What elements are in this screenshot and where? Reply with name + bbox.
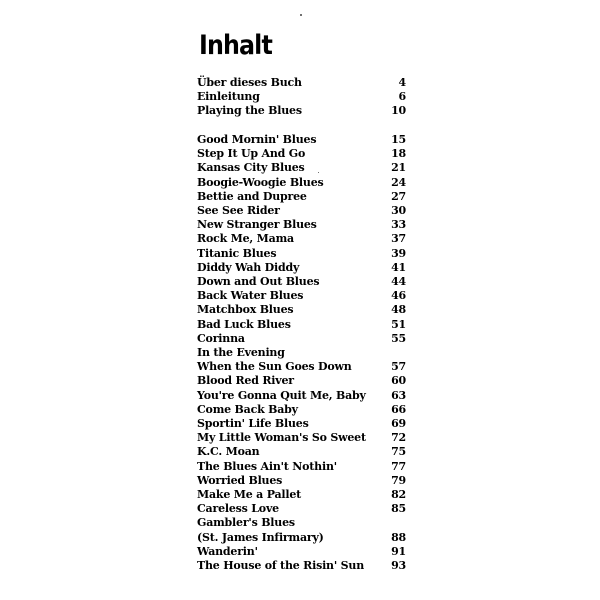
page-title: Inhalt: [199, 30, 272, 61]
toc-entry-title: New Stranger Blues: [197, 218, 317, 232]
toc-entry-title: Kansas City Blues: [197, 161, 305, 175]
toc-entry: [197, 275, 406, 289]
toc-entry-title: (St. James Infirmary): [197, 530, 324, 544]
toc-entry: [197, 232, 406, 246]
toc-entry-title: My Little Woman's So Sweet: [197, 431, 366, 445]
toc-entry: [197, 90, 406, 104]
toc-entry-title: Diddy Wah Diddy: [197, 260, 300, 274]
toc-entry-page: 21: [391, 161, 406, 175]
toc-entry-page: 55: [391, 331, 406, 345]
toc-entry: [197, 460, 406, 474]
toc-entry-page: 66: [391, 402, 406, 416]
toc-entry-page: 44: [391, 275, 406, 288]
toc-entry-page: 75: [391, 445, 406, 459]
toc-entry: [197, 303, 406, 317]
toc-entry-title: See See Rider: [197, 204, 280, 217]
toc-entry-page: 46: [391, 289, 406, 303]
toc-entry-page: 27: [391, 189, 406, 203]
toc-entry-page: 48: [391, 303, 406, 317]
toc-entry: [197, 332, 406, 346]
toc-entry: [197, 289, 406, 303]
toc-entry-page: 18: [391, 147, 406, 161]
toc-entry-title: Boogie-Woogie Blues: [197, 175, 324, 189]
toc-entry: [197, 531, 406, 545]
toc-entry: [197, 76, 406, 90]
toc-entry-title: Back Water Blues: [197, 289, 304, 303]
toc-entry-title: Titanic Blues: [197, 246, 277, 260]
toc-entry-page: 93: [391, 559, 406, 572]
toc-entry-title: Bettie and Dupree: [197, 189, 307, 203]
toc-entry-title: The Blues Ain't Nothin': [197, 459, 337, 473]
toc-entry: [197, 318, 406, 332]
toc-entry-title: Step It Up And Go: [197, 147, 306, 161]
toc-entry-title: Matchbox Blues: [197, 303, 294, 317]
toc-entry: [197, 374, 406, 388]
toc-entry: [197, 247, 406, 261]
toc-entry: [197, 176, 406, 190]
toc-entry: [197, 488, 406, 502]
toc-entry-page: 30: [391, 204, 406, 217]
toc-entry-page: 79: [391, 473, 406, 487]
toc-entry-page: 41: [391, 260, 406, 274]
toc-entry-page: 51: [391, 317, 406, 331]
toc-entry: [197, 346, 406, 360]
toc-entry: [197, 389, 406, 403]
toc-entry-title: Bad Luck Blues: [197, 317, 291, 331]
toc-entry: [197, 502, 406, 516]
toc-entry-title: Rock Me, Mama: [197, 232, 294, 246]
toc-entry-page: 77: [391, 459, 406, 473]
toc-entry: [197, 360, 406, 374]
toc-entry-page: 72: [391, 431, 406, 445]
toc-entry: [197, 161, 406, 175]
toc-entry: [197, 516, 406, 530]
toc-entry-title: Über dieses Buch: [197, 76, 302, 89]
toc-entry: [197, 218, 406, 232]
toc-entry-page: 4: [398, 76, 406, 89]
toc-entry: [197, 417, 406, 431]
toc-entry-page: 37: [391, 232, 406, 246]
toc-entry: [197, 545, 406, 559]
toc-entry-page: 15: [391, 133, 406, 146]
toc-entry: [197, 133, 406, 147]
toc-entry-title: Worried Blues: [197, 473, 283, 487]
toc-entry-page: 60: [391, 374, 406, 388]
toc-entry-title: In the Evening: [197, 346, 285, 359]
toc-entry-title: Einleitung: [197, 90, 260, 104]
toc-entry-title: Make Me a Pallet: [197, 488, 302, 501]
toc-entry-title: The House of the Risin' Sun: [197, 559, 364, 572]
toc-entry: [197, 445, 406, 459]
toc-entry-title: Sportin' Life Blues: [197, 417, 309, 430]
toc-entry: [197, 204, 406, 218]
toc-entry-title: Playing the Blues: [197, 104, 302, 118]
toc-entry-page: 82: [391, 488, 406, 501]
toc-entry-page: 63: [391, 388, 406, 402]
toc-entry-title: K.C. Moan: [197, 445, 260, 459]
toc-entry: [197, 431, 406, 445]
toc-entry-title: Come Back Baby: [197, 402, 298, 416]
toc-entry: [197, 147, 406, 161]
toc-entry: [197, 190, 406, 204]
toc-entry-page: 39: [391, 246, 406, 260]
toc-entry-title: When the Sun Goes Down: [197, 360, 352, 374]
toc-entry-title: Corinna: [197, 331, 245, 345]
toc-entry: [197, 403, 406, 417]
toc-entry-title: Careless Love: [197, 502, 279, 516]
toc-entry-page: 57: [391, 360, 406, 374]
toc-entry-page: 91: [391, 544, 406, 558]
toc-entry: [197, 559, 406, 573]
toc-entry-page: 88: [391, 530, 406, 544]
toc-entry-page: 6: [398, 90, 406, 104]
toc-entry: [197, 261, 406, 275]
toc-entry-page: 69: [391, 417, 406, 430]
toc-entry: [197, 104, 406, 118]
toc-entry: [197, 474, 406, 488]
toc-entry-title: Good Mornin' Blues: [197, 133, 317, 146]
toc-entry-title: Gambler's Blues: [197, 516, 295, 530]
toc-entry-page: 10: [391, 104, 406, 118]
toc-entry-title: Wanderin': [197, 544, 258, 558]
toc-entry-title: Blood Red River: [197, 374, 294, 388]
toc-entry-page: 24: [391, 175, 406, 189]
table-of-contents: [197, 0, 406, 600]
toc-entry-title: You're Gonna Quit Me, Baby: [197, 388, 366, 402]
toc-entry-page: 33: [391, 218, 406, 232]
toc-entry-page: 85: [391, 502, 406, 516]
toc-entry-title: Down and Out Blues: [197, 275, 320, 288]
